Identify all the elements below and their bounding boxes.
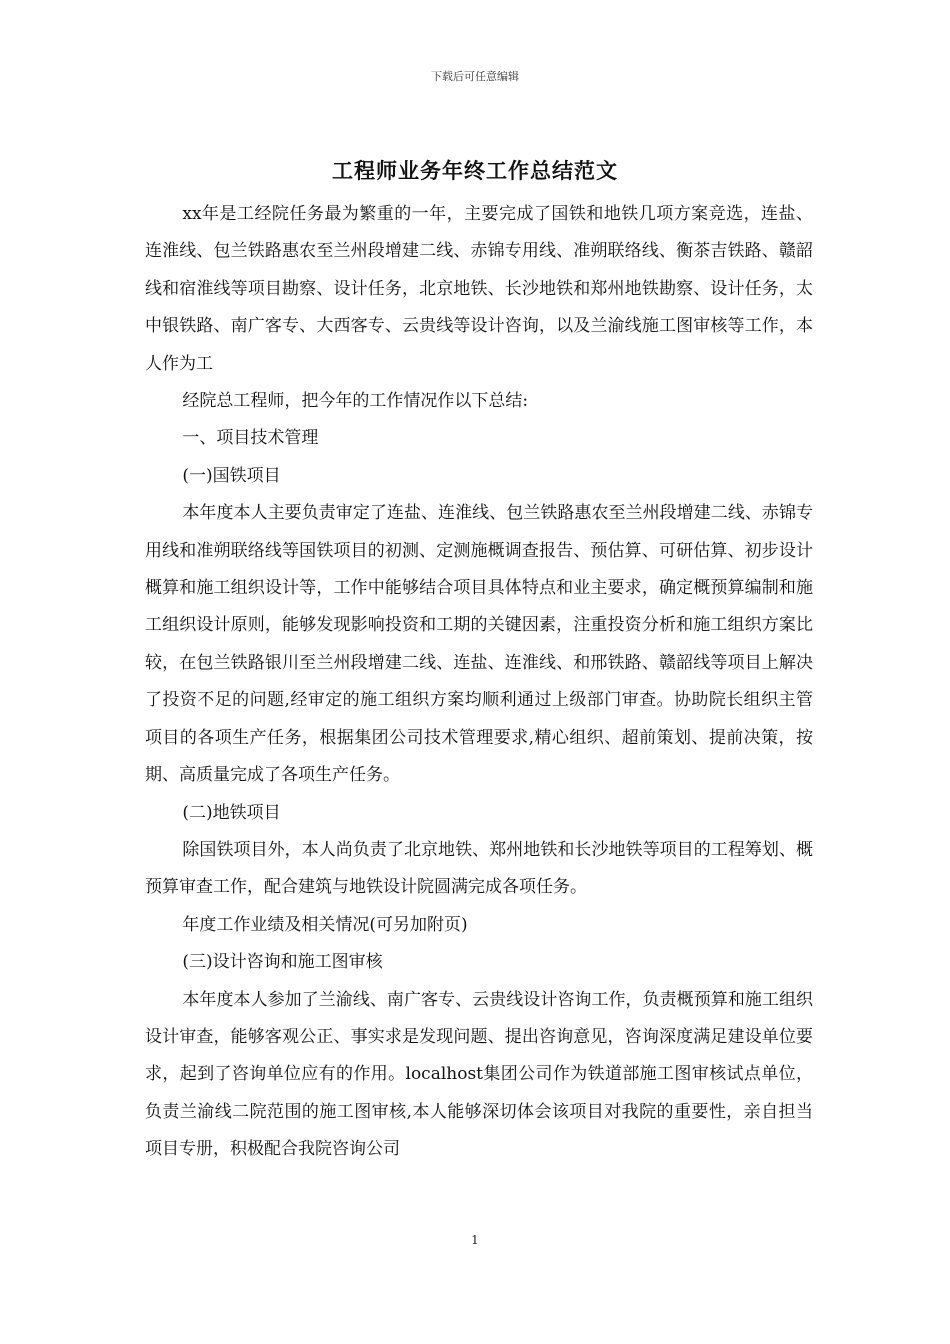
- subsection-heading-national-railway: (一)国铁项目: [182, 465, 281, 486]
- document-title: 工程师业务年终工作总结范文: [332, 158, 618, 183]
- subsection-heading-metro: (二)地铁项目: [182, 802, 281, 823]
- paragraph-consulting: 本年度本人参加了兰渝线、南广客专、云贵线设计咨询工作，负责概预算和施工组织设计审查，能够客观公正、事实求是发现问题、提出咨询意见，咨询深度满足建设单位要求，起到了咨询单位应有的作用。localhost集团公司作为铁道部施工图审核试点单位，负责兰渝线二院范围的施工图审核,本人能够深切体会该项目对我院的重要性，亲自担当项目专册，积极配合我院咨询公司: [145, 989, 813, 1160]
- paragraph-summary-lead: 经院总工程师，把今年的工作情况作以下总结:: [182, 391, 529, 412]
- paragraph-national-railway: 本年度本人主要负责审定了连盐、连淮线、包兰铁路惠农至兰州段增建二线、赤锦专用线和准朔联络线等国铁项目的初测、定测施概调查报告、预估算、可研估算、初步设计概算和施工组织设计等，工作中能够结合项目具体特点和业主要求，确定概预算编制和施工组织设计原则，能够发现影响投资和工期的关键因素，注重投资分析和施工组织方案比较，在包兰铁路银川至兰州段增建二线、连盐、连淮线、和邢铁路、赣韶线等项目上解决了投资不足的问题,经审定的施工组织方案均顺利通过上级部门审查。协助院长组织主管项目的各项生产任务，根据集团公司技术管理要求,精心组织、超前策划、提前决策，按期、高质量完成了各项生产任务。: [145, 503, 813, 786]
- section-heading-project-management: 一、项目技术管理: [182, 428, 319, 449]
- header-note: 下载后可任意编辑: [431, 70, 519, 83]
- document-body: [145, 196, 813, 1169]
- page-number: 1: [471, 1233, 479, 1247]
- paragraph-annual-performance: 年度工作业绩及相关情况(可另加附页): [182, 914, 468, 935]
- paragraph-metro: 除国铁项目外，本人尚负责了北京地铁、郑州地铁和长沙地铁等项目的工程筹划、概预算审查工作，配合建筑与地铁设计院圆满完成各项任务。: [145, 839, 813, 898]
- paragraph-intro: xx年是工经院任务最为繁重的一年，主要完成了国铁和地铁几项方案竞选，连盐、连淮线、包兰铁路惠农至兰州段增建二线、赤锦专用线、准朔联络线、衡茶吉铁路、赣韶线和宿淮线等项目勘察、设计任务，北京地铁、长沙地铁和郑州地铁勘察、设计任务，太中银铁路、南广客专、大西客专、云贵线等设计咨询，以及兰渝线施工图审核等工作，本人作为工: [145, 204, 813, 374]
- subsection-heading-consulting: (三)设计咨询和施工图审核: [182, 952, 383, 973]
